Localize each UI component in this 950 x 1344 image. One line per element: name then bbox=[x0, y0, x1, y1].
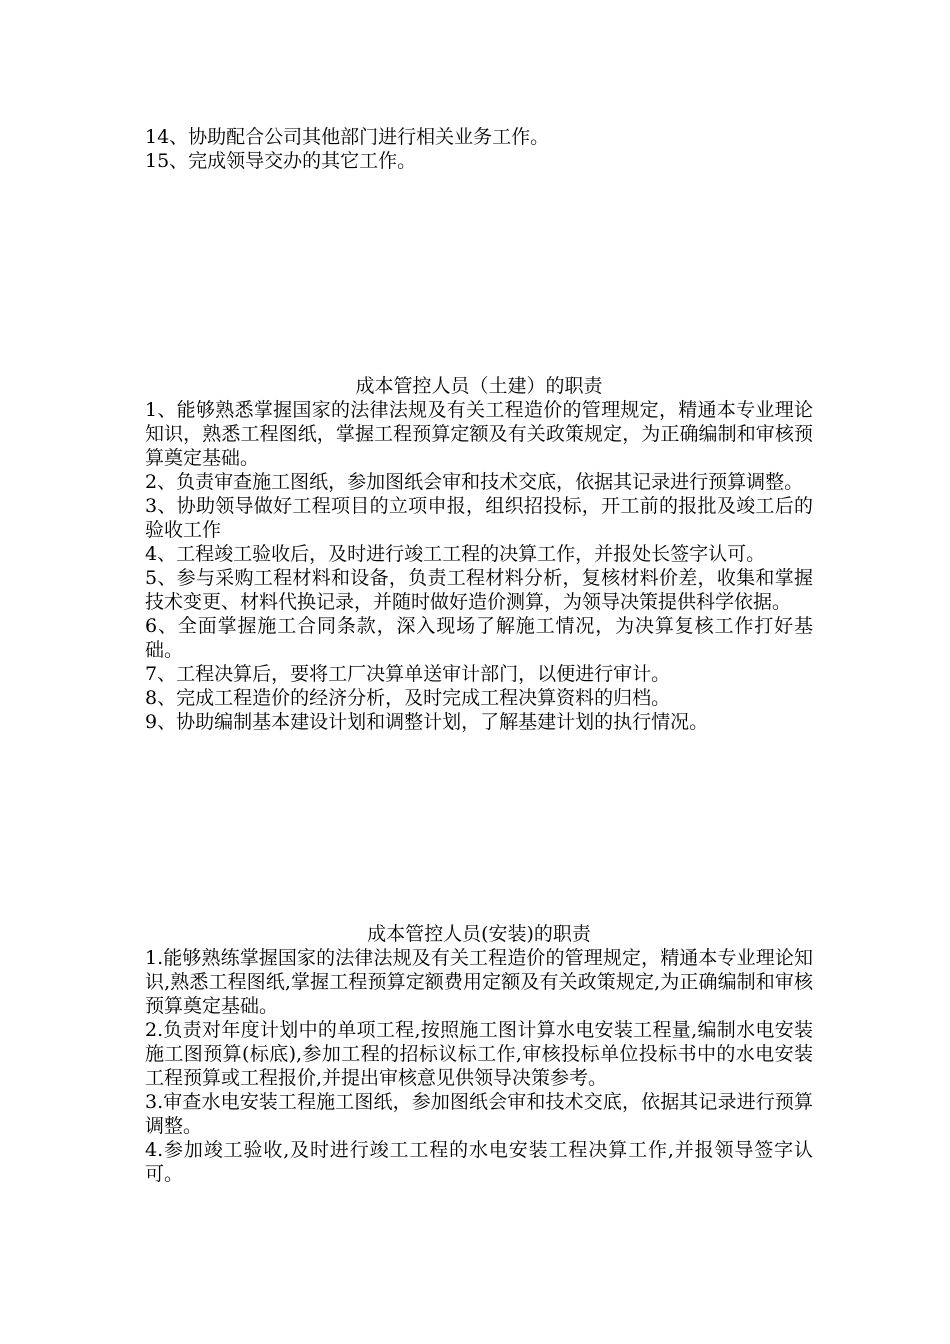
intro-list bbox=[145, 125, 813, 173]
section-title: 成本管控人员(安装)的职责 bbox=[367, 923, 591, 945]
paragraph: 2.负责对年度计划中的单项工程,按照施工图计算水电安装工程量,编制水电安装施工图预算(标底),参加工程的招标议标工作,审核投标单位投标书中的水电安装工程预算或工程报价,并提出审核意见供领导决策参考。 bbox=[145, 1019, 813, 1089]
paragraph: 4.参加竣工验收,及时进行竣工工程的水电安装工程决算工作,并报领导签字认可。 bbox=[145, 1139, 813, 1185]
paragraph: 9、协助编制基本建设计划和调整计划，了解基建计划的执行情况。 bbox=[145, 711, 709, 733]
paragraph: 6、全面掌握施工合同条款，深入现场了解施工情况，为决算复核工作打好基础。 bbox=[145, 615, 813, 661]
paragraph: 3.审查水电安装工程施工图纸，参加图纸会审和技术交底，依据其记录进行预算调整。 bbox=[145, 1091, 813, 1137]
paragraph: 1、能够熟悉掌握国家的法律法规及有关工程造价的管理规定，精通本专业理论知识，熟悉工程图纸，掌握工程预算定额及有关政策规定，为正确编制和审核预算奠定基础。 bbox=[145, 399, 813, 469]
paragraph: 4、工程竣工验收后，及时进行竣工工程的决算工作，并报处长签字认可。 bbox=[145, 543, 766, 565]
paragraph: 7、工程决算后，要将工厂决算单送审计部门，以便进行审计。 bbox=[145, 663, 671, 685]
paragraph: 5、参与采购工程材料和设备，负责工程材料分析，复核材料价差，收集和掌握技术变更、材料代换记录，并随时做好造价测算，为领导决策提供科学依据。 bbox=[145, 567, 813, 613]
list-item: 14、协助配合公司其他部门进行相关业务工作。 bbox=[145, 126, 550, 148]
paragraph: 8、完成工程造价的经济分析，及时完成工程决算资料的归档。 bbox=[145, 687, 671, 709]
section-installation-duties bbox=[145, 922, 813, 1186]
section-civil-duties bbox=[145, 374, 813, 734]
paragraph: 3、协助领导做好工程项目的立项申报，组织招投标，开工前的报批及竣工后的验收工作 bbox=[145, 495, 813, 541]
paragraph: 2、负责审查施工图纸，参加图纸会审和技术交底，依据其记录进行预算调整。 bbox=[145, 471, 804, 493]
list-item: 15、完成领导交办的其它工作。 bbox=[145, 150, 417, 172]
section-title: 成本管控人员（土建）的职责 bbox=[355, 375, 603, 397]
paragraph: 1.能够熟练掌握国家的法律法规及有关工程造价的管理规定，精通本专业理论知识,熟悉工程图纸,掌握工程预算定额费用定额及有关政策规定,为正确编制和审核预算奠定基础。 bbox=[145, 947, 813, 1017]
